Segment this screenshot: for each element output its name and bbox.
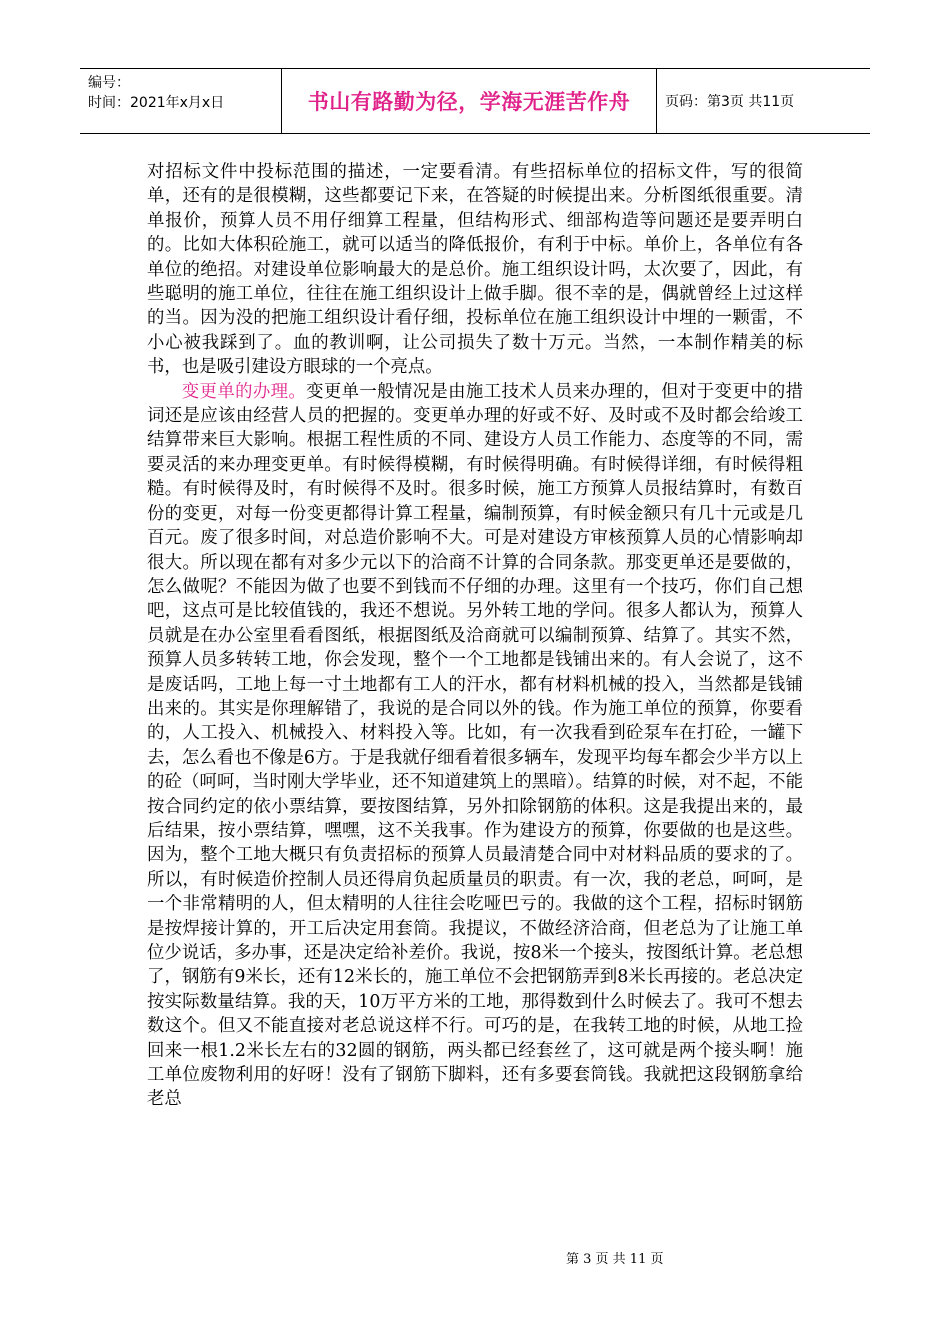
document-number: 编号： bbox=[88, 75, 130, 91]
document-body bbox=[147, 160, 803, 1112]
paragraph-text: 变更单一般情况是由施工技术人员来办理的，但对于变更中的措词还是应该由经营人员的把握的。变更单办理的好或不好、及时或不及时都会给竣工结算带来巨大影响。根据工程性质的不同、建设方人员工作能力、态度等的不同，需要灵活的来办理变更单。有时候得模糊，有时候得明确。有时候得详细，有时候得粗糙。有时候得及时，有时候得不及时。很多时候，施工方预算人员报结算时，有数百份的变更，对每一份变更都得计算工程量，编制预算，有时候金额只有几十元或是几百元。废了很多时间，对总造价影响不大。可是对建设方审核预算人员的心情影响却很大。所以现在都有对多少元以下的洽商不计算的合同条款。那变更单还是要做的，怎么做呢？不能因为做了也要不到钱而不仔细的办理。这里有一个技巧，你们自己想吧，这点可是比较值钱的，我还不想说。另外转工地的学问。很多人都认为，预算人员就是在办公室里看看图纸，根据图纸及洽商就可以编制预算、结算了。其实不然，预算人员多转转工地，你会发现，整个一个工地都是钱铺出来的。有人会说了，这不是废话吗，工地上每一寸土地都有工人的汗水，都有材料机械的投入，当然都是钱铺出来的。其实是你理解错了，我说的是合同以外的钱。作为施工单位的预算，你要看的，人工投入、机械投入、材料投入等。比如，有一次我看到砼泵车在打砼，一罐下去，怎么看也不像是6方。于是我就仔细看着很多辆车，发现平均每车都会少半方以上的砼（呵呵，当时刚大学毕业，还不知道建筑上的黑暗）。结算的时候，对不起，不能按合同约定的依小票结算，要按图结算，另外扣除钢筋的体积。这是我提出来的，最后结果，按小票结算，嘿嘿，这不关我事。作为建设方的预算，你要做的也是这些。因为，整个工地大概只有负责招标的预算人员最清楚合同中对材料品质的要求的了。所以，有时候造价控制人员还得肩负起质量员的职责。有一次，我的老总，呵呵，是一个非常精明的人，但太精明的人往往会吃哑巴亏的。我做的这个工程，招标时钢筋是按焊接计算的，开工后决定用套筒。我提议，不做经济洽商，但老总为了让施工单位少说话，多办事，还是决定给补差价。我说，按8米一个接头，按图纸计算。老总想了，钢筋有9米长，还有12米长的，施工单位不会把钢筋弄到8米长再接的。老总决定按实际数量结算。我的天，10万平方米的工地，那得数到什么时候去了。我可不想去数这个。但又不能直接对老总说这样不行。可巧的是，在我转工地的时候，从地工捡回来一根1.2米长左右的32圆的钢筋，两头都已经套丝了，这可就是两个接头啊！施工单位废物利用的好呀！没有了钢筋下脚料，还有多要套筒钱。我就把这段钢筋拿给老总 bbox=[147, 381, 803, 1110]
header-motto: 书山有路勤为径，学海无涯苦作舟 bbox=[282, 69, 657, 133]
document-date: 时间：2021年x月x日 bbox=[88, 95, 225, 111]
paragraph-tender-review bbox=[147, 160, 803, 380]
paragraph-text: 对招标文件中投标范围的描述，一定要看清。有些招标单位的招标文件，写的很简单，还有的是很模糊，这些都要记下来，在答疑的时候提出来。分析图纸很重要。清单报价，预算人员不用仔细算工程量，但结构形式、细部构造等问题还是要弄明白的。比如大体积砼施工，就可以适当的降低报价，有利于中标。单价上，各单位有各单位的绝招。对建设单位影响最大的是总价。施工组织设计吗，太次要了，因此，有些聪明的施工单位，往往在施工组织设计上做手脚。很不幸的是，偶就曾经上过这样的当。因为没的把施工组织设计看仔细，投标单位在施工组织设计中埋的一颗雷，不小心被我踩到了。血的教训啊，让公司损失了数十万元。当然，一本制作精美的标书，也是吸引建设方眼球的一个亮点。 bbox=[147, 162, 803, 378]
section-heading: 变更单的办理。 bbox=[181, 381, 307, 402]
header-meta bbox=[80, 69, 282, 133]
header-page-info: 页码：第3页 共11页 bbox=[665, 94, 795, 110]
page-header bbox=[80, 68, 870, 134]
paragraph-change-order bbox=[147, 380, 803, 1112]
page-footer: 第 3 页 共 11 页 bbox=[566, 1252, 664, 1267]
